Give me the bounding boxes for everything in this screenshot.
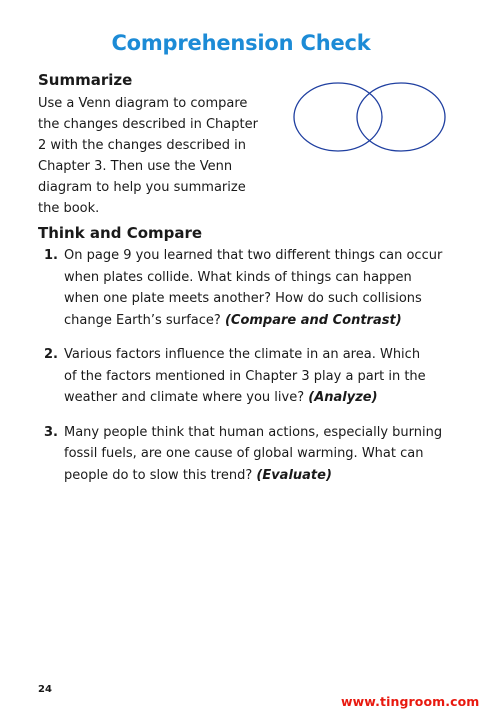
question-skill-tag: (Analyze) bbox=[308, 390, 378, 405]
page-title: Comprehension Check bbox=[111, 31, 371, 55]
question-list bbox=[38, 245, 448, 499]
think-compare-heading: Think and Compare bbox=[38, 224, 203, 242]
question-line bbox=[64, 310, 448, 332]
page-number: 24 bbox=[38, 684, 52, 695]
summarize-line: the changes described in Chapter bbox=[38, 117, 258, 132]
summarize-line: Use a Venn diagram to compare bbox=[38, 96, 248, 111]
venn-right-circle bbox=[357, 83, 445, 151]
question-line: Various factors influence the climate in an area. Which bbox=[64, 347, 421, 362]
summarize-line: Chapter 3. Then use the Venn bbox=[38, 159, 233, 174]
summarize-line: 2 with the changes described in bbox=[38, 138, 246, 153]
question-skill-tag: (Compare and Contrast) bbox=[224, 312, 402, 328]
question-number: 3. bbox=[44, 424, 58, 440]
venn-diagram bbox=[288, 80, 448, 160]
question-number: 1. bbox=[44, 248, 58, 263]
question-line: fossil fuels, are one cause of global warming. What can bbox=[64, 446, 424, 461]
summarize-body bbox=[38, 93, 270, 219]
question-line bbox=[64, 387, 448, 409]
question-item bbox=[38, 422, 448, 487]
question-number: 2. bbox=[44, 347, 58, 362]
summarize-line: diagram to help you summarize bbox=[38, 180, 246, 195]
question-line bbox=[64, 465, 448, 487]
watermark-link[interactable]: www.tingroom.com bbox=[341, 694, 480, 709]
question-text: change Earth’s surface? bbox=[64, 312, 221, 328]
summarize-line: the book. bbox=[38, 201, 100, 216]
question-line: when one plate meets another? How do such collisions bbox=[64, 291, 422, 306]
question-skill-tag: (Evaluate) bbox=[256, 467, 332, 483]
question-item bbox=[38, 344, 448, 409]
question-line: On page 9 you learned that two different things can occur bbox=[64, 248, 443, 263]
summarize-heading: Summarize bbox=[38, 71, 133, 89]
question-line: of the factors mentioned in Chapter 3 play a part in the bbox=[64, 368, 426, 384]
question-item bbox=[38, 245, 448, 331]
question-text: people do to slow this trend? bbox=[64, 467, 253, 483]
question-line: Many people think that human actions, especially burning bbox=[64, 424, 443, 440]
question-text: weather and climate where you live? bbox=[64, 390, 305, 405]
question-line: when plates collide. What kinds of things can happen bbox=[64, 269, 412, 285]
